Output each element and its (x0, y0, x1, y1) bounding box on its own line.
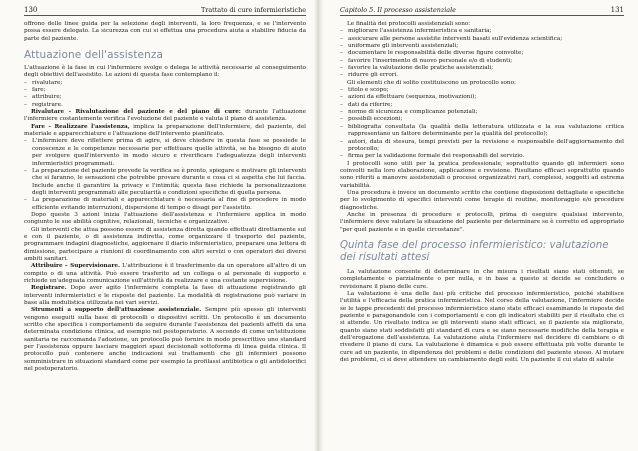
list-item: – L'infermiere deve riflettere prima di agire, si deve chiedere in questa fase se possiede le conoscenze e le competenze necessarie per effettuare quelle attività, se ha bisogno di aiuto per svolgere quell'intervento in modo sicuro e riverificare l'adeguatezza degli interventi infermieristici programmati. (24, 138, 306, 167)
running-header-left (24, 6, 306, 16)
bold-lead: Attribuire – Supervisionare. (31, 263, 120, 270)
list-item: – favorire la valutazione delle pratiche assistenziali; (340, 65, 624, 72)
running-title-right: Capitolo 5. Il processo assistenziale (340, 6, 456, 14)
list-item: – bibliografia consultata (la qualità della letteratura utilizzata e la sua valutazione critica rappresentano un fattore determinante per la qualità del protocollo); (340, 124, 624, 139)
text: implica la preparazione dell'infermiere, del paziente, del materiale e apparecchiature e l'attuazione dell'intervento pianificato. (24, 123, 306, 138)
text: L'attribuzione è il trasferimento da un operatore all'altro di un compito o di una attività. Può essere trasferito ad un collega o al personale di supporto e richiede un'adeguata comunicazione sull'attività da realizzare e una costante supervisione. (24, 263, 306, 284)
paragraph: La valutazione è una delle fasi più critiche del processo infermieristico, poiché stabilisce l'utilità e l'efficacia della pratica infermieristica. Nel corso della valutazione, l'infermiere decide se le tappe precedenti del processo infermieristico siano state efficaci esaminando le risposte del paziente e paragonandole con i comportamenti e con gli indicatori stabiliti per il risultato che ci si attende. Un risultato indica se gli interventi siano stati efficaci, se il paziente sia migliorato, quanto siano stati soddisfatti gli standard di cura e se siano necessarie modifiche della terapia e dell'erogazione dell'assistenza. La valutazione aiuta l'infermiere nel decidere di cambiare o di rivedere il piano di cura. La valutazione è dinamica e può essere effettuata più volte durante le cure ad un paziente, in dipendenza dei problemi e delle condizioni del paziente stesso. Al mutare dei problemi, ci si deve attendere un cambiamento degli esiti. Un paziente il cui stato di salute (340, 291, 624, 364)
paragraph-attribuire (24, 263, 306, 285)
page-number-left: 130 (24, 6, 38, 14)
list-item: – ridurre gli errori. (340, 72, 624, 79)
running-title-left: Trattato di cure infermieristiche (201, 6, 306, 14)
paragraph-fare (24, 124, 306, 139)
list-item: – autori, data di stesura, tempi previsti per la revisione e responsabile dell'aggiornamento del protocollo; (340, 139, 624, 154)
protocol-elements-list (340, 87, 624, 160)
list-item: – fare; (24, 87, 306, 94)
paragraph: I protocolli sono utili per la pratica professionale, soprattutto quando gli infermieri sono coinvolti nella loro elaborazione, applicazione e revisione. Risultano efficaci soprattutto quando sono riferiti a manovre assistenziali o processi organizzativi rari, complessi, soggetti ad estrema variabilità. (340, 160, 624, 189)
list-item: – La preparazione del paziente prevede la verifica se è pronto, spiegare e motivare gli interventi che si faranno, le sensazioni che potrebbe provare durante e cosa ci si aspetta che lui faccia. Include anche il garantire la privacy e l'intimità; questa fase richiede la personalizzazione degli interventi programmati alle peculiarità e condizioni specifiche di quella persona. (24, 168, 306, 197)
text: Dopo aver agito l'infermiere completa la fase di attuazione registrando gli interventi infermieristici e le risposte del paziente. La modalità di registrazione può variare in base alla modulistica utilizzata nei vari servizi. (24, 285, 306, 307)
list-item: – documentare le responsabilità delle diverse figure coinvolte; (340, 50, 624, 57)
bold-lead: Registrare. (31, 285, 67, 292)
bold-lead: Rivalutare - Rivalutazione del paziente e del piano di cure: (31, 109, 241, 116)
paragraph-rivalutare (24, 109, 306, 124)
paragraph: Dopo queste 3 azioni inizia l'attuazione dell'assistenza e l'infermiere applica in modo congiunto le sue abilità cognitive, relazionali, tecniche e organizzative. (24, 211, 306, 226)
section-title-valutazione: Quinta fase del processo infermieristico: valutazione dei risultati attesi (340, 239, 609, 263)
intro-paragraph: offrono delle linee guida per la selezione degli interventi, la loro frequenza, e se l'intervento possa essere delegato. La sicurezza con cui si effettua una procedura aiuta a stabilire fiducia da parte del paziente. (24, 21, 306, 42)
paragraph-registrare (24, 285, 306, 307)
list-item: – possibili eccezioni; (340, 116, 624, 123)
list-item: – registrare. (24, 102, 306, 109)
preparation-list (24, 138, 306, 211)
list-item: – attribuire; (24, 94, 306, 101)
list-item: – rivalutare; (24, 80, 306, 87)
section-title-attuazione: Attuazione dell'assistenza (24, 49, 164, 62)
list-item: – migliorare l'assistenza infermieristica e sanitaria; (340, 28, 624, 35)
list-item: – norme di sicurezza e complicanze potenziali; (340, 109, 624, 116)
running-header-right (340, 6, 624, 16)
list-item: – uniformare gli interventi assistenziali; (340, 43, 624, 50)
paragraph: Le finalità dei protocolli assistenziali sono: (347, 21, 471, 27)
list-item: – La preparazione di materiali e apparecchiature è necessaria al fine di procedere in modo efficiente evitando interruzioni, dispersione di tempo o disagi per l'assistito. (24, 197, 306, 212)
text: Sempre più spesso gli interventi vengono eseguiti sulla base di protocolli o dispositivi scritti. Un protocollo è un documento scritto che specifica i comportamenti da seguire durante l'assistenza dei pazienti affetti da una determinata condizione clinica, ad esempio nel postoperatorio. A secondo di come un'istituzione sanitaria ne raccomanda l'adozione, un protocollo può fornire in modo prescrittivo uno standard per l'assistenza oppure lasciare maggiori spazi decisionali sottoforma di linea guida clinica. Il protocollo può contenere anche indicazioni sui trattamenti che gli infermieri possono somministrare in situazioni standard come per esempio la profilassi antibiotica o gli antidolorifici nel postoperatorio. (24, 307, 306, 373)
list-item: – titolo e scopo; (340, 87, 624, 94)
left-page (0, 0, 316, 451)
page-number-right: 131 (610, 6, 624, 14)
paragraph-strumenti (24, 307, 306, 373)
list-item: – azioni da effettuare (sequenza, motivazioni); (340, 94, 624, 101)
paragraph: Gli elementi che di solito costituiscono un protocollo sono: (347, 79, 516, 86)
paragraph: Una procedura è invece un documento scritto che contiene disposizioni dettagliate e specifiche per lo svolgimento di specifici interventi come terapie di routine, monitoraggio e/o procedure diagnostiche. (340, 189, 624, 211)
right-page (322, 0, 638, 451)
paragraph: La valutazione consente di determinare in che misura i risultati siano stati ottenuti, se completamente o parzialmente o per nulla, e in base a questo si decide se concludere o revisionare il piano delle cure. (340, 268, 624, 290)
bold-lead: Fare - Realizzare l'assistenza, (31, 123, 130, 130)
paragraph: Anche in presenza di procedure e protocolli, prima di eseguire qualsiasi intervento, l'infermiere deve valutare la situazione del paziente per determinare se è corretto ed appropriato "per quel paziente e in quelle circostanze". (340, 211, 624, 233)
text: durante l'attuazione l'infermiere costantemente verifica l'evoluzione del paziente e valuta il piano di assistenza. (24, 109, 307, 123)
bold-lead: Strumenti a supporto dell'attuazione assistenziale. (31, 307, 202, 314)
list-item: – firma per la validazione formale dei responsabili del servizio. (340, 153, 624, 160)
actions-list (24, 80, 306, 109)
paragraph: L'attuazione è la fase in cui l'infermiere svolge o delega le attività necessarie al conseguimento degli obiettivi dell'assistito. Le azioni di questa fase contemplano il: (24, 65, 306, 79)
list-item: – dati da riferire; (340, 102, 624, 109)
paragraph: Gli interventi che attua possono essere di assistenza diretta quando effettuati direttamente sul e con il paziente, o di assistenza indiretta, come organizzare il trasporto del paziente, programmare indagini diagnostiche, aggiornare il diario infermieristico, preparare una lettera di dimissione, partecipare a riunioni di coordinamento con altri servizi o con operatori dei diversi ambiti sanitari. (24, 226, 306, 262)
list-item: – assicurare alle persone assistite interventi basati sull'evidenza scientifica; (340, 36, 624, 43)
list-item: – favorire l'inserimento di nuovo personale e/o di studenti; (340, 58, 624, 65)
finalities-list (340, 28, 624, 79)
